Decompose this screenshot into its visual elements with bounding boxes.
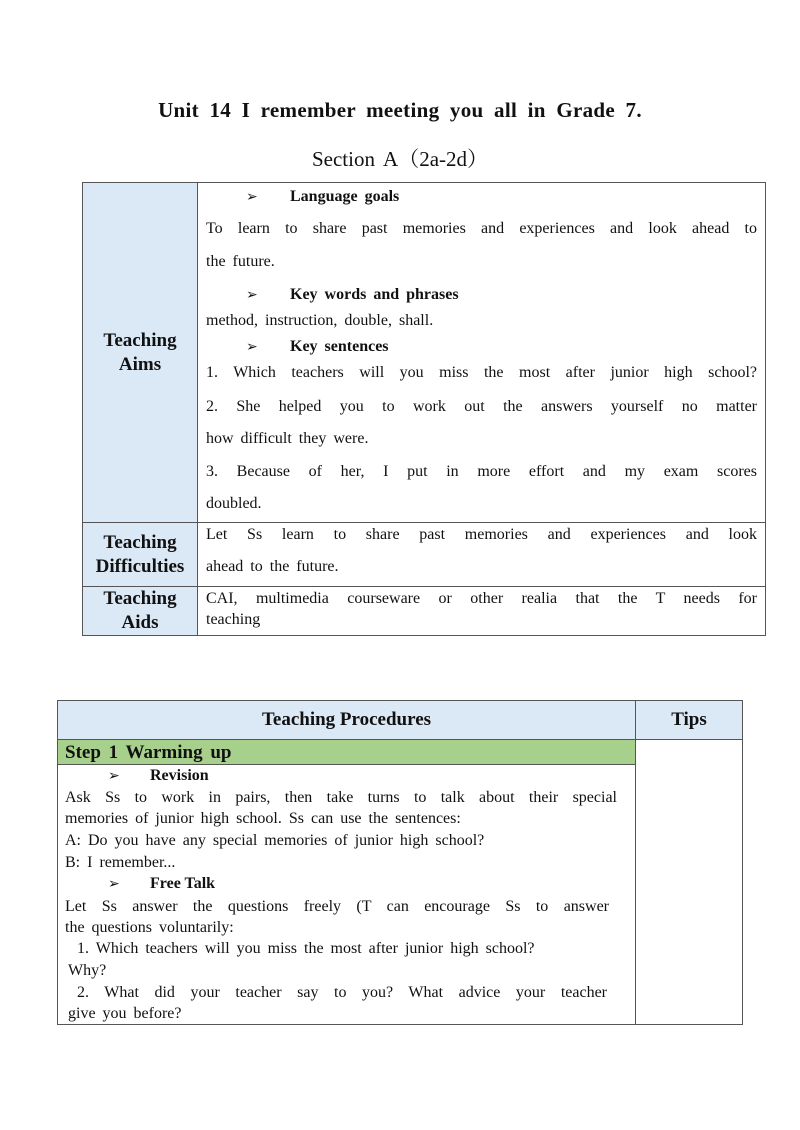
language-goals-line-1: To learn to share past memories and experiences and look ahead to [206, 220, 757, 237]
free-talk-line-1: Let Ss answer the questions freely (T can encourage Ss to answer [65, 898, 609, 915]
key-sentence-2-cont: how difficult they were. [206, 430, 369, 447]
free-talk-question-2-cont: give you before? [68, 1005, 182, 1022]
free-talk-question-1: 1. Which teachers will you miss the most after junior high school? [77, 940, 535, 957]
arrowhead-bullet-icon: ➢ [246, 339, 258, 355]
arrowhead-bullet-icon: ➢ [246, 189, 258, 205]
free-talk-question-2: 2. What did your teacher say to you? What advice your teacher [77, 984, 607, 1001]
key-sentence-1: 1. Which teachers will you miss the most after junior high school? [206, 364, 757, 381]
difficulties-content [198, 523, 765, 586]
revision-line-1: Ask Ss to work in pairs, then take turns to talk about their special [65, 789, 617, 806]
col-header-tips: Tips [671, 709, 707, 730]
col-header-procedures: Teaching Procedures [58, 701, 636, 739]
procedures-content [58, 740, 636, 1024]
teaching-procedures-table [57, 700, 743, 1025]
aims-content [198, 183, 765, 522]
key-sentence-2: 2. She helped you to work out the answers yourself no matter [206, 398, 757, 415]
free-talk-heading: ➢ Free Talk [108, 875, 216, 892]
label-teaching-aims: Teaching Aims [83, 183, 198, 522]
row-teaching-aims [83, 183, 765, 523]
tips-cell [636, 740, 742, 1024]
revision-heading: ➢ Revision [108, 767, 209, 784]
teaching-aims-table [82, 182, 766, 636]
free-talk-question-1-cont: Why? [68, 962, 107, 979]
aids-content [198, 587, 765, 635]
revision-line-4: B: I remember... [65, 854, 176, 871]
revision-line-2: memories of junior high school. Ss can use the sentences: [65, 810, 461, 827]
key-sentences-heading: ➢ Key sentences [246, 338, 389, 355]
row-teaching-difficulties [83, 523, 765, 587]
language-goals-line-2: the future. [206, 253, 275, 270]
free-talk-line-2: the questions voluntarily: [65, 919, 234, 936]
difficulties-line-2: ahead to the future. [206, 558, 339, 575]
key-sentence-3: 3. Because of her, I put in more effort and my exam scores [206, 463, 757, 480]
arrowhead-bullet-icon: ➢ [246, 287, 258, 303]
procedures-header-row [58, 701, 742, 740]
arrowhead-bullet-icon: ➢ [108, 876, 120, 892]
revision-line-3: A: Do you have any special memories of junior high school? [65, 832, 485, 849]
label-teaching-difficulties: Teaching Difficulties [83, 523, 198, 586]
difficulties-line-1: Let Ss learn to share past memories and experiences and look [206, 526, 757, 543]
step-1-heading: Step 1 Warming up [58, 740, 635, 765]
aids-line-2: teaching [206, 611, 261, 628]
language-goals-heading: ➢ Language goals [246, 188, 400, 205]
arrowhead-bullet-icon: ➢ [108, 768, 120, 784]
label-teaching-aids: Teaching Aids [83, 587, 198, 635]
key-sentence-3-cont: doubled. [206, 495, 262, 512]
key-words-text: method, instruction, double, shall. [206, 312, 434, 329]
aids-line-1: CAI, multimedia courseware or other realia that the T needs for [206, 590, 757, 607]
key-words-heading: ➢ Key words and phrases [246, 286, 459, 303]
document-title: Unit 14 I remember meeting you all in Grade 7. [158, 98, 642, 122]
document-subtitle: Section A（2a-2d） [311, 147, 489, 171]
row-teaching-aids [83, 587, 765, 635]
